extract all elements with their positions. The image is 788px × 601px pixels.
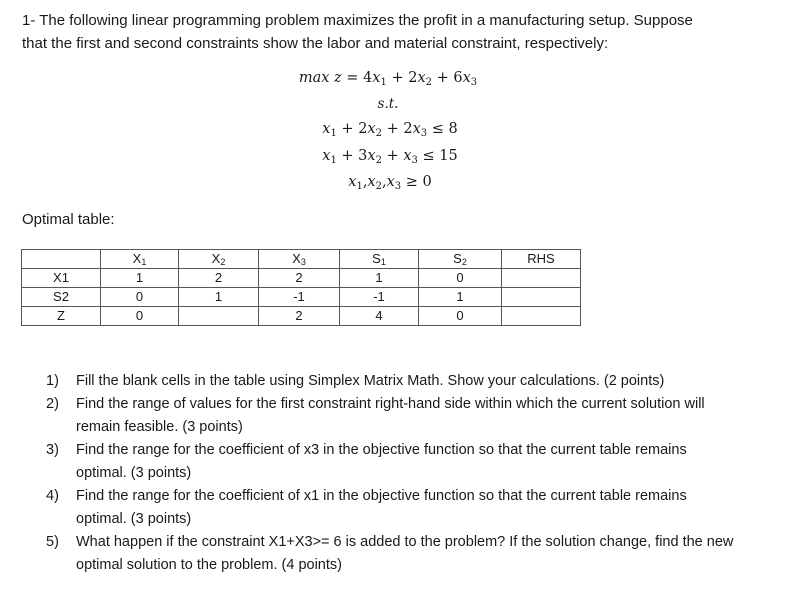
subject-to-label: s.t.	[377, 96, 399, 112]
question-number: 3)	[46, 442, 59, 458]
table-cell: 4	[340, 307, 419, 326]
table-cell: 1	[179, 288, 259, 307]
question-number: 2)	[46, 396, 59, 412]
header-cell: $S_2$	[419, 250, 502, 269]
constraint-1: $x_1 + 2x_2 + 2x_3 \le 8$	[322, 121, 458, 139]
question-list	[46, 370, 736, 577]
table-cell: Z	[22, 307, 101, 326]
question-item	[46, 370, 736, 393]
table-cell: 0	[101, 307, 179, 326]
table-cell	[179, 307, 259, 326]
header-cell: $X_3$	[259, 250, 340, 269]
table-cell: 2	[259, 307, 340, 326]
question-number: 1)	[46, 373, 59, 389]
question-item	[46, 439, 736, 485]
table-cell: 2	[259, 269, 340, 288]
objective-function: $\max z = 4x_1 + 2x_2 + 6x_3$	[298, 70, 478, 88]
table-row	[22, 269, 581, 288]
question-text: Find the range of values for the first constraint right-hand side within which the current solution will remain feasible. (3 points)	[76, 396, 705, 435]
header-cell: $X_1$	[101, 250, 179, 269]
table-cell: 0	[101, 288, 179, 307]
constraint-2: $x_1 + 3x_2 + x_3 \le 15$	[322, 148, 458, 166]
question-item	[46, 531, 736, 577]
question-number: 4)	[46, 488, 59, 504]
table-header-row	[22, 250, 581, 269]
table-cell: 2	[179, 269, 259, 288]
question-item	[46, 393, 736, 439]
question-text: What happen if the constraint X1+X3>= 6 is added to the problem? If the solution change, find the new optimal solution to the problem. (4 points)	[76, 534, 734, 573]
header-cell: $S_1$	[340, 250, 419, 269]
problem-intro: 1- The following linear programming problem maximizes the profit in a manufacturing setup. Suppose that the first and second constraints show the labor and material constraint, respectively:	[22, 12, 693, 52]
table-row	[22, 288, 581, 307]
table-cell: 0	[419, 269, 502, 288]
table-cell	[502, 269, 581, 288]
max-keyword: max	[298, 70, 330, 86]
table-cell: 1	[101, 269, 179, 288]
table-cell: -1	[259, 288, 340, 307]
header-cell: $X_2$	[179, 250, 259, 269]
question-text: Find the range for the coefficient of x1 in the objective function so that the current table remains optimal. (3 points)	[76, 488, 687, 527]
optimal-table-label: Optimal table:	[22, 211, 115, 228]
table-cell: 0	[419, 307, 502, 326]
table-cell: 1	[419, 288, 502, 307]
table-cell	[502, 288, 581, 307]
header-cell	[22, 250, 101, 269]
question-text: Fill the blank cells in the table using Simplex Matrix Math. Show your calculations. (2 points)	[76, 373, 665, 389]
table-cell: -1	[340, 288, 419, 307]
question-number: 5)	[46, 534, 59, 550]
nonnegativity-constraint: $x_1,x_2,x_3 \ge 0$	[348, 174, 432, 192]
question-text: Find the range for the coefficient of x3 in the objective function so that the current table remains optimal. (3 points)	[76, 442, 687, 481]
table-cell: S2	[22, 288, 101, 307]
header-cell: RHS	[502, 250, 581, 269]
table-row	[22, 307, 581, 326]
optimal-simplex-table	[21, 249, 581, 326]
table-cell: X1	[22, 269, 101, 288]
table-cell	[502, 307, 581, 326]
question-item	[46, 485, 736, 531]
table-cell: 1	[340, 269, 419, 288]
